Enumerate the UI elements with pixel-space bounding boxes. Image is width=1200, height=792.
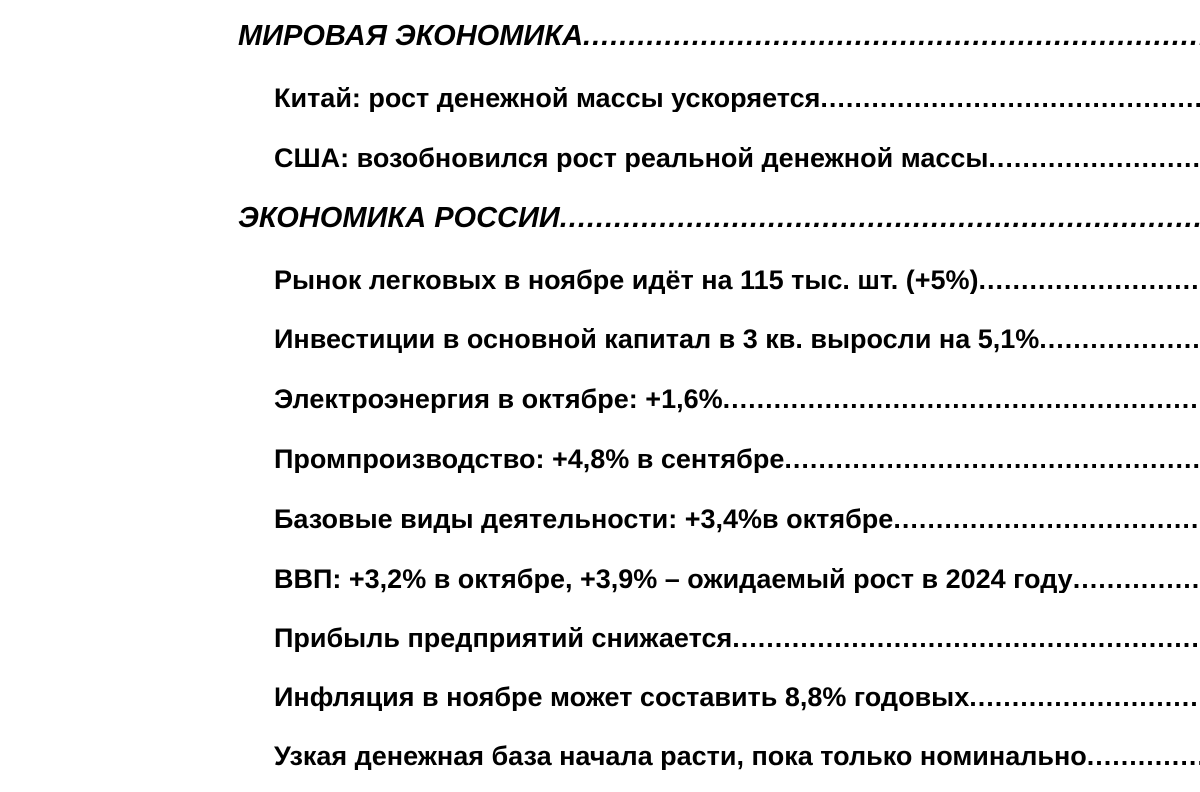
toc-dot-leader: [1087, 743, 1200, 770]
toc-dot-leader: [1073, 566, 1200, 593]
toc-dot-leader: [723, 386, 1200, 413]
toc-dot-leader: [820, 85, 1200, 112]
toc-item-title: Базовые виды деятельности: +3,4%в октябре: [274, 506, 894, 533]
toc-dot-leader: [893, 506, 1200, 533]
toc-item-title: Китай: рост денежной массы ускоряется: [274, 85, 821, 112]
toc-dot-leader: [988, 145, 1200, 172]
toc-dot-leader: [784, 446, 1200, 473]
toc-item-title: Промпроизводство: +4,8% в сентябре: [274, 446, 785, 473]
toc-dot-leader: [979, 267, 1200, 294]
toc-item-monetary-base[interactable]: [274, 743, 1200, 770]
toc-section-title: МИРОВАЯ ЭКОНОМИКА: [238, 22, 584, 51]
toc-section-russia-economy[interactable]: [238, 204, 1200, 233]
toc-dot-leader: [969, 684, 1200, 711]
toc-item-gdp[interactable]: [274, 566, 1200, 593]
toc-dot-leader: [583, 22, 1200, 51]
toc-item-title: Инфляция в ноябре может составить 8,8% годовых: [274, 684, 970, 711]
toc-item-title: США: возобновился рост реальной денежной массы: [274, 145, 989, 172]
toc-dot-leader: [732, 625, 1200, 652]
toc-item-car-market[interactable]: [274, 267, 1200, 294]
toc-item-electricity[interactable]: [274, 386, 1200, 413]
toc-item-title: Узкая денежная база начала расти, пока только номинально: [274, 743, 1087, 770]
toc-item-title: Инвестиции в основной капитал в 3 кв. выросли на 5,1%: [274, 326, 1040, 353]
toc-section-world-economy[interactable]: [238, 22, 1200, 51]
toc-item-title: Электроэнергия в октябре: +1,6%: [274, 386, 723, 413]
toc-item-usa-real-money-supply[interactable]: [274, 145, 1200, 172]
toc-item-title: Рынок легковых в ноябре идёт на 115 тыс. шт. (+5%): [274, 267, 979, 294]
toc-item-china-money-supply[interactable]: [274, 85, 1200, 112]
toc-item-title: Прибыль предприятий снижается: [274, 625, 733, 652]
toc-section-title: ЭКОНОМИКА РОССИИ: [238, 204, 560, 233]
toc-dot-leader: [1039, 326, 1200, 353]
toc-item-fixed-investment[interactable]: [274, 326, 1200, 353]
toc-item-industrial-production[interactable]: [274, 446, 1200, 473]
toc-item-basic-activities[interactable]: [274, 506, 1200, 533]
toc-dot-leader: [560, 204, 1200, 233]
toc-item-inflation[interactable]: [274, 684, 1200, 711]
toc-item-title: ВВП: +3,2% в октябре, +3,9% – ожидаемый рост в 2024 году: [274, 566, 1073, 593]
toc-item-corporate-profit[interactable]: [274, 625, 1200, 652]
